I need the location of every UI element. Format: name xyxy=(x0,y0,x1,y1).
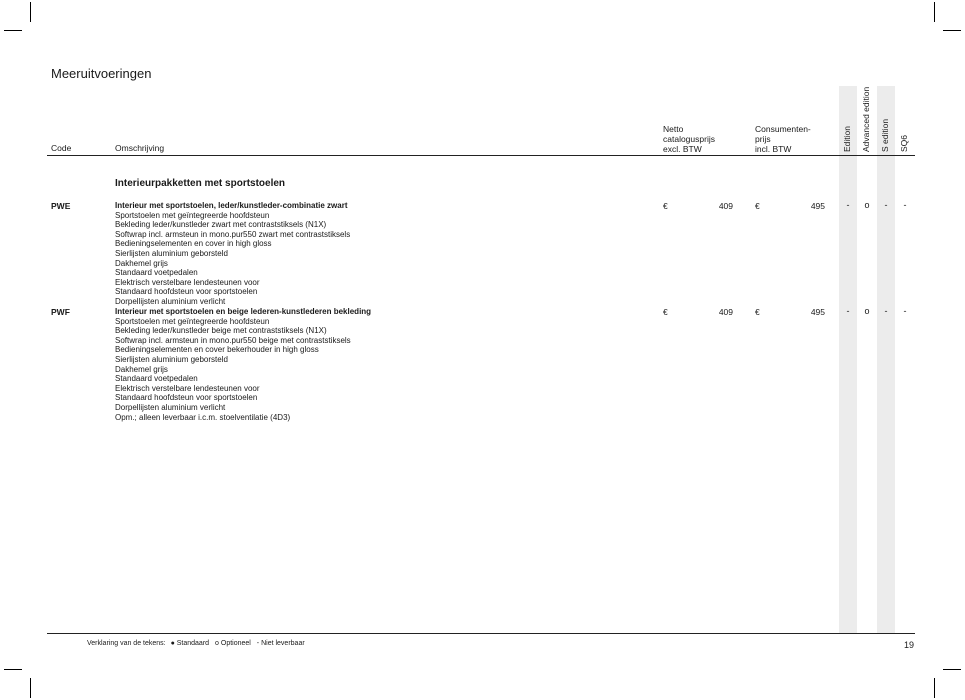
row-code: PWE xyxy=(51,201,71,211)
header-variant-advanced: Advanced edition xyxy=(861,86,871,152)
header-net-price: Netto catalogusprijs excl. BTW xyxy=(663,124,715,154)
availability-sq6: - xyxy=(903,306,907,316)
row-description: Interieur met sportstoelen, leder/kunstleder-combinatie zwart Sportstoelen met geïntegreerde hoofdsteun Bekleding leder/kunstleder zwart met contraststiksels (N1X) Softwrap incl. armsteun in mono.pur550 zwart met contraststiksels Bedieningselementen en cover in high gloss Sierlijsten aluminium geborsteld Dakhemel grijs Standaard voetpedalen Elektrisch verstelbare lendesteunen voor Standaard hoofdsteun voor sportstoelen Dorpellijsten aluminium verlicht xyxy=(115,201,351,306)
net-price: 409 xyxy=(718,307,733,317)
consumer-price: 495 xyxy=(810,307,825,317)
currency-symbol: € xyxy=(663,201,668,211)
currency-symbol: € xyxy=(663,307,668,317)
availability-sq6: - xyxy=(903,200,907,210)
net-price: 409 xyxy=(718,201,733,211)
crop-mark xyxy=(4,30,22,31)
currency-symbol: € xyxy=(755,307,760,317)
availability-advanced: o xyxy=(864,306,870,316)
not-available-symbol: - xyxy=(256,640,260,647)
legend: Verklaring van de tekens: ● Standaard o Optioneel - Niet leverbaar xyxy=(87,640,305,647)
availability-edition: - xyxy=(846,306,850,316)
header-description: Omschrijving xyxy=(115,143,165,153)
footer-divider xyxy=(47,633,915,634)
availability-advanced: o xyxy=(864,200,870,210)
header-divider xyxy=(47,155,915,156)
standard-symbol: ● xyxy=(170,640,175,647)
optional-symbol: o xyxy=(215,640,219,647)
currency-symbol: € xyxy=(755,201,760,211)
crop-mark xyxy=(4,669,22,670)
row-code: PWF xyxy=(51,307,70,317)
header-variant-edition: Edition xyxy=(842,126,852,152)
crop-mark xyxy=(934,2,935,22)
availability-edition: - xyxy=(846,200,850,210)
header-code: Code xyxy=(51,143,72,153)
consumer-price: 495 xyxy=(810,201,825,211)
crop-mark xyxy=(30,678,31,698)
availability-s: - xyxy=(884,306,888,316)
availability-s: - xyxy=(884,200,888,210)
page-title: Meeruitvoeringen xyxy=(51,66,152,81)
header-consumer-price: Consumenten- prijs incl. BTW xyxy=(755,124,811,154)
crop-mark xyxy=(30,2,31,22)
crop-mark xyxy=(943,30,961,31)
variant-column-shade xyxy=(877,86,895,633)
section-title: Interieurpakketten met sportstoelen xyxy=(115,178,286,189)
page-number: 19 xyxy=(903,640,914,650)
crop-mark xyxy=(943,669,961,670)
variant-column-shade xyxy=(839,86,857,633)
header-variant-sq6: SQ6 xyxy=(899,134,909,152)
header-variant-s: S edition xyxy=(880,118,890,152)
crop-mark xyxy=(934,678,935,698)
row-description: Interieur met sportstoelen en beige lederen-kunstlederen bekleding Sportstoelen met geïntegreerde hoofdsteun Bekleding leder/kunstleder beige met contraststiksels (N1X) Softwrap incl. armsteun in mono.pur550 beige met contraststiksels Bedieningselementen en cover bekerhouder in high gloss Sierlijsten aluminium geborsteld Dakhemel grijs Standaard voetpedalen Elektrisch verstelbare lendesteunen voor Standaard hoofdsteun voor sportstoelen Dorpellijsten aluminium verlicht Opm.; alleen leverbaar i.c.m. stoelventilatie (4D3) xyxy=(115,307,372,422)
